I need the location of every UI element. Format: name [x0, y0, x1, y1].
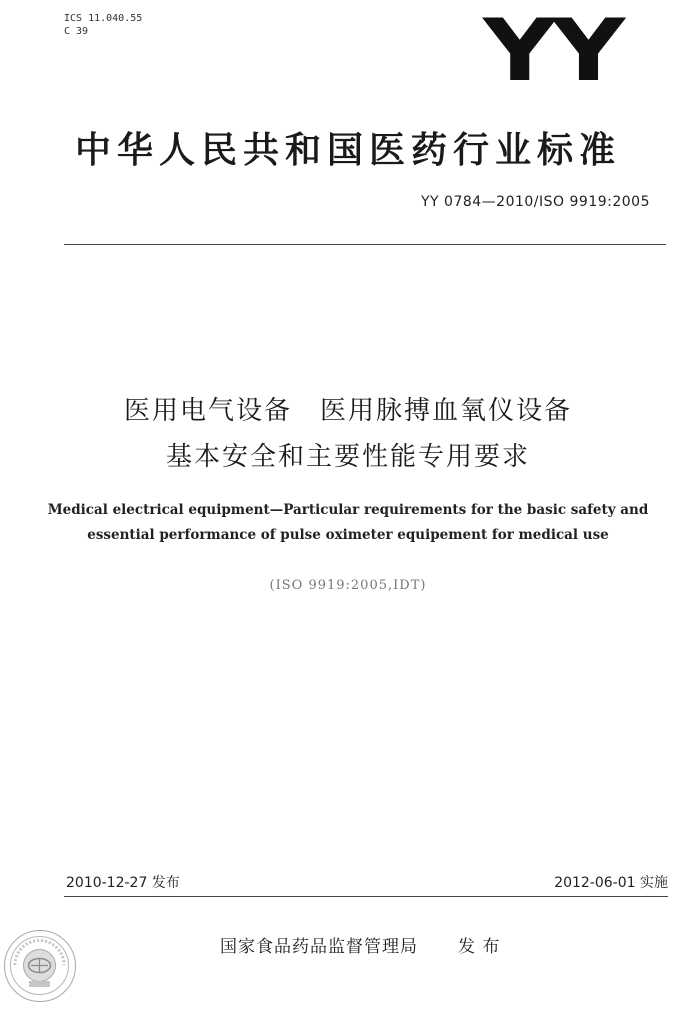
- issuer-name: 国家食品药品监督管理局: [220, 937, 418, 957]
- issue-date: 2010-12-27 发布: [66, 875, 180, 891]
- ics-code: ICS 11.040.55: [64, 13, 143, 24]
- issuer-action: 发 布: [458, 937, 501, 957]
- title-cn-line2: 基本安全和主要性能专用要求: [165, 442, 530, 472]
- standard-category-title: 中华人民共和国医药行业标准: [74, 130, 621, 171]
- ccs-code: C 39: [64, 26, 89, 37]
- title-en-line1: Medical electrical equipment—Particular requirements for the basic safety and: [47, 502, 649, 518]
- identical-adoption-note: (ISO 9919:2005,IDT): [269, 578, 427, 593]
- yy-logo: YY: [483, 1, 621, 101]
- header-divider: [64, 244, 666, 245]
- implementation-date: 2012-06-01 实施: [554, 875, 668, 891]
- standard-number: YY 0784—2010/ISO 9919:2005: [421, 194, 650, 210]
- title-en-line2: essential performance of pulse oximeter equipement for medical use: [87, 527, 609, 543]
- classification-codes: [64, 12, 142, 38]
- footer-divider: [64, 896, 668, 897]
- title-cn-line1: 医用电气设备 医用脉搏血氧仪设备: [123, 396, 572, 426]
- seal-icon: [4, 930, 76, 1002]
- issuing-authority: [220, 932, 500, 957]
